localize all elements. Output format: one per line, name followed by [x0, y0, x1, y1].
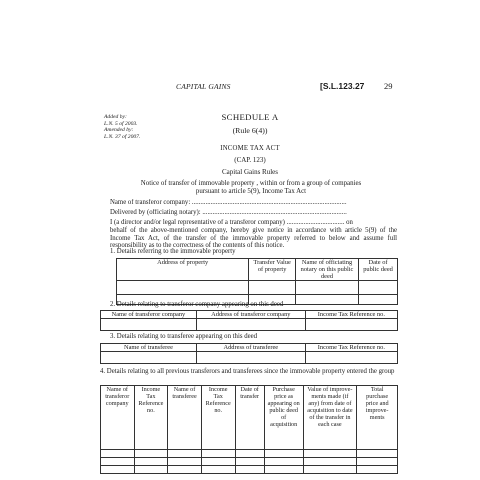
notice-title: Notice of transfer of immovable property , within or from a group of companies pursuant to article 5(9), Income Tax Act	[140, 180, 362, 195]
transferee-table	[100, 343, 398, 364]
table-header-row	[117, 259, 398, 281]
amendment-line: Added by:	[104, 114, 127, 120]
column-header: Name of transferor company	[101, 311, 197, 319]
page-number: 29	[384, 81, 393, 91]
table-cell	[305, 352, 397, 364]
property-table	[116, 258, 398, 305]
running-header-title: CAPITAL GAINS	[176, 82, 231, 91]
column-header: Address of property	[117, 259, 249, 281]
table-cell	[235, 458, 264, 466]
table-row	[101, 450, 398, 458]
table-cell	[168, 466, 202, 474]
legislation-reference: [S.L.123.27	[320, 81, 365, 91]
table-row	[101, 458, 398, 466]
column-header: Name of transferor company	[101, 386, 135, 450]
column-header: Income Tax Reference no.	[134, 386, 168, 450]
table-cell	[357, 466, 398, 474]
table-cell	[134, 458, 168, 466]
table-row	[101, 352, 398, 364]
section-2-heading: 2. Details relating to transferor company appearing on this deed	[110, 301, 284, 308]
table-cell	[264, 458, 303, 466]
amendment-line: L.N. 37 of 2007.	[104, 133, 141, 140]
declaration-text: behalf of the above-mentioned company, hereby give notice in accordance with article 5(9) of the Income Tax Act, of the transfer of the immovable property referred to below and assume full responsibility as to the correctness of the contents of this notice.	[110, 227, 397, 250]
table-cell	[134, 466, 168, 474]
declaration-line: I (a director and/or legal representative of a transferor company) .................................. on	[110, 219, 353, 226]
table-cell	[101, 319, 197, 331]
column-header: Income Tax Reference no.	[305, 344, 397, 352]
table-cell	[168, 450, 202, 458]
schedule-title: SCHEDULE A	[221, 112, 279, 122]
table-cell	[134, 450, 168, 458]
section-4-heading: 4. Details relating to all previous transferors and transferees since the immovable property entered the group	[100, 368, 395, 375]
table-row	[101, 466, 398, 474]
table-header-row	[101, 386, 398, 450]
table-cell	[295, 281, 358, 295]
column-header: Date of transfer	[235, 386, 264, 450]
transferor-name-field: Name of transferor company: ...........................................................................................	[110, 199, 347, 206]
column-header: Total purchase price and improve-ments	[357, 386, 398, 450]
delivered-by-field: Delivered by (officiating notary): .....................................................................................	[110, 209, 347, 216]
table-cell	[101, 450, 135, 458]
table-cell	[101, 458, 135, 466]
column-header: Transfer Value of property	[249, 259, 296, 281]
table-cell	[359, 295, 398, 305]
previous-transfers-table	[100, 385, 398, 474]
table-header-row	[101, 311, 398, 319]
table-cell	[303, 466, 357, 474]
table-cell	[264, 466, 303, 474]
rules-name: Capital Gains Rules	[222, 168, 278, 176]
amendment-line: Amended by:	[104, 127, 134, 133]
table-cell	[235, 450, 264, 458]
section-3-heading: 3. Details relating to transferee appearing on this deed	[110, 333, 258, 340]
section-1-heading: 1. Details referring to the immovable property	[110, 248, 236, 255]
table-cell	[201, 450, 235, 458]
table-cell	[303, 458, 357, 466]
column-header: Income Tax Reference no.	[305, 311, 397, 319]
amendment-line: L.N. 5 of 2003.	[104, 120, 138, 127]
column-header: Value of improve-ments made (if any) from date of acquisition to date of the transfer in each case	[303, 386, 357, 450]
table-cell	[295, 295, 358, 305]
column-header: Address of transferee	[196, 344, 305, 352]
table-cell	[249, 281, 296, 295]
table-cell	[264, 450, 303, 458]
column-header: Date of public deed	[359, 259, 398, 281]
table-cell	[305, 319, 397, 331]
column-header: Income Tax Reference no.	[201, 386, 235, 450]
table-cell	[196, 352, 305, 364]
table-cell	[201, 466, 235, 474]
table-row	[117, 281, 398, 295]
table-cell	[201, 458, 235, 466]
table-cell	[357, 450, 398, 458]
column-header: Name of officiating notary on this public deed	[295, 259, 358, 281]
table-cell	[168, 458, 202, 466]
table-cell	[117, 281, 249, 295]
table-header-row	[101, 344, 398, 352]
table-cell	[101, 466, 135, 474]
act-title: INCOME TAX ACT	[220, 145, 280, 152]
column-header: Name of transferee	[168, 386, 202, 450]
column-header: Name of transferee	[101, 344, 197, 352]
table-cell	[357, 458, 398, 466]
table-cell	[196, 319, 305, 331]
transferor-table	[100, 310, 398, 331]
act-chapter: (CAP. 123)	[234, 156, 266, 164]
table-cell	[101, 352, 197, 364]
table-cell	[235, 466, 264, 474]
table-row	[101, 319, 398, 331]
column-header: Purchase price as appearing on public deed of acquisition	[264, 386, 303, 450]
table-cell	[359, 281, 398, 295]
table-cell	[303, 450, 357, 458]
schedule-rule: (Rule 6(4))	[232, 126, 268, 135]
column-header: Address of transferor company	[196, 311, 305, 319]
